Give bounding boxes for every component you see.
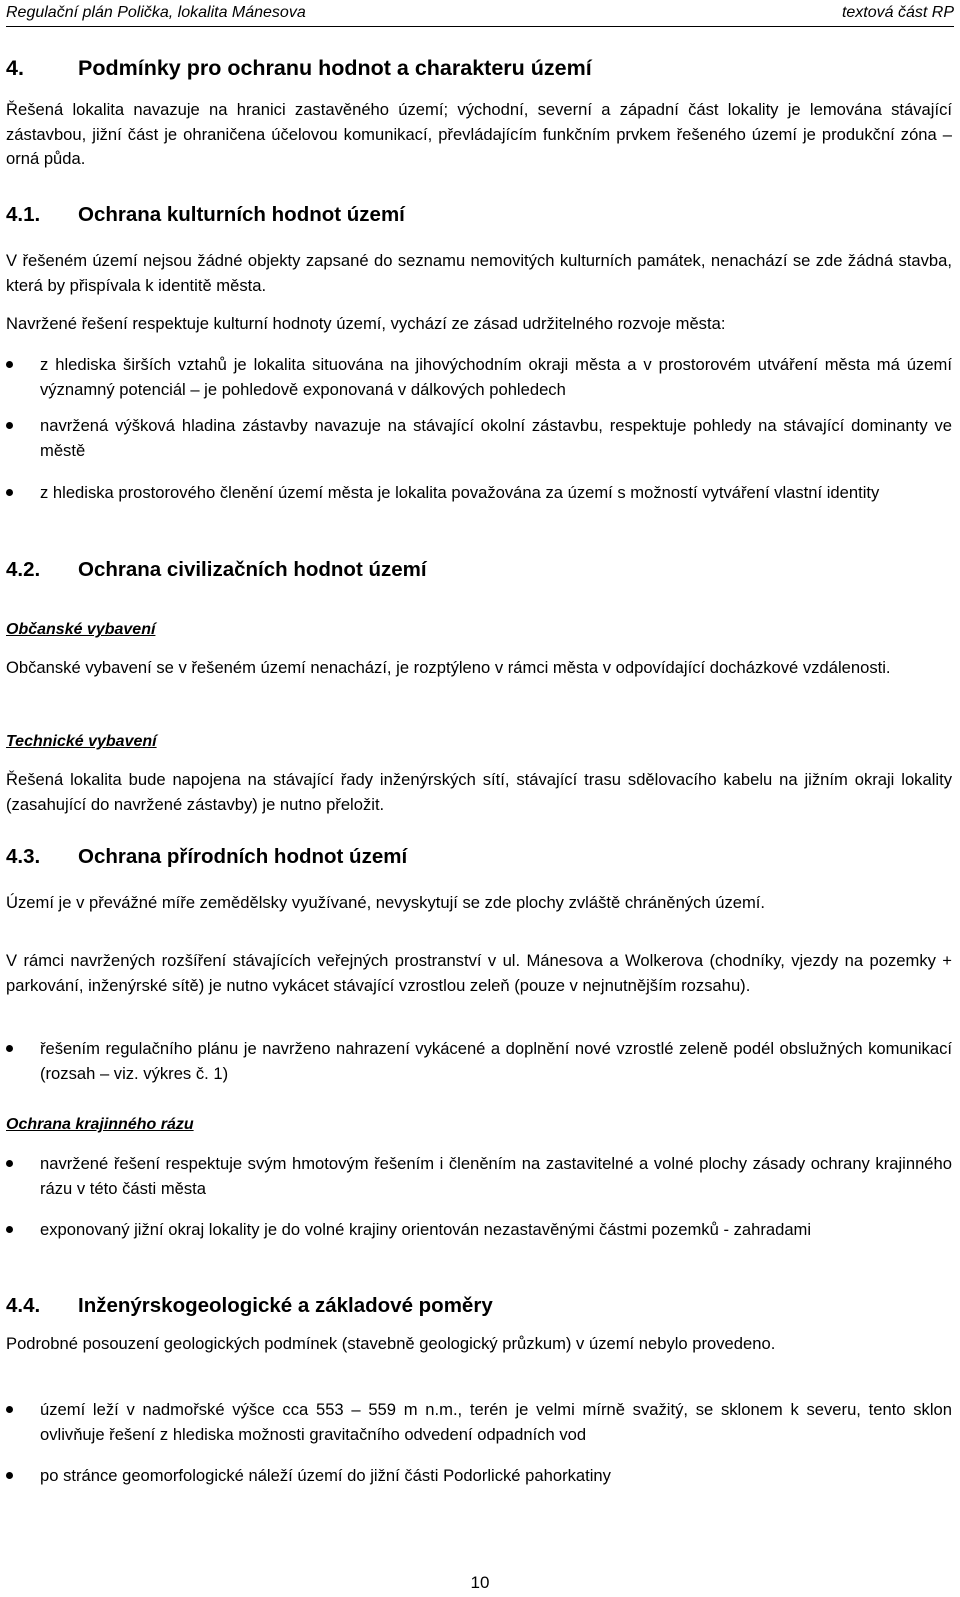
bullet-text: řešením regulačního plánu je navrženo nahrazení vykácené a doplnění nové vzrostlé zeleně podél obslužných komunikací (rozsah – viz. výkres č. 1)	[40, 1039, 952, 1083]
page-header	[6, 2, 954, 27]
bullet-dot	[6, 422, 13, 429]
section-number: 4.4.	[6, 1294, 41, 1317]
section-4-2-paragraph: Občanské vybavení se v řešeném území nenachází, je rozptýleno v rámci města v odpovídající docházkové vzdálenosti.	[6, 658, 891, 677]
bullet-dot	[6, 489, 13, 496]
bullet-text: z hlediska prostorového členění území města je lokalita považována za území s možností vytváření vlastní identity	[40, 483, 880, 502]
bullet-text: exponovaný jižní okraj lokality je do volné krajiny orientován nezastavěnými částmi pozemků - zahradami	[40, 1220, 812, 1239]
bullet-text: z hlediska širších vztahů je lokalita situována na jihovýchodním okraji města a v prostorovém utváření města má území významný potenciál – je pohledově exponovaná v dálkových pohledech	[40, 355, 952, 399]
intro-paragraph: Řešená lokalita navazuje na hranici zastavěného území; východní, severní a západní část lokality je lemována stávající zástavbou, jižní část je ohraničena účelovou komunikací, převládajícím funkčním prvkem řešeného území je produkční zóna – orná půda.	[6, 100, 952, 168]
section-4-4-paragraph: Podrobné posouzení geologických podmínek (stavebně geologický průzkum) v území nebylo provedeno.	[6, 1334, 776, 1353]
subheading-obcanske-vybaveni: Občanské vybavení	[6, 621, 156, 638]
section-number: 4.3.	[6, 845, 41, 868]
section-heading-4-1	[6, 201, 954, 229]
chapter-number: 4.	[6, 56, 24, 80]
subheading-ochrana-krajinneho-razu: Ochrana krajinného rázu	[6, 1116, 194, 1133]
chapter-title: Podmínky pro ochranu hodnot a charakteru území	[78, 56, 592, 80]
bullet-dot	[6, 1472, 13, 1479]
bullet-dot	[6, 1045, 13, 1052]
section-number: 4.1.	[6, 203, 41, 226]
bullet-text: po stránce geomorfologické náleží území do jižní části Podorlické pahorkatiny	[40, 1466, 611, 1485]
subheading-technicke-vybaveni: Technické vybavení	[6, 733, 157, 750]
section-title: Ochrana kulturních hodnot území	[78, 203, 405, 226]
bullet-text: navržená výšková hladina zástavby navazuje na stávající okolní zástavbu, respektuje pohledy na stávající dominanty ve městě	[40, 416, 952, 460]
bullet-dot	[6, 1406, 13, 1413]
section-title: Inženýrskogeologické a základové poměry	[78, 1294, 493, 1317]
section-heading-4-3	[6, 843, 954, 871]
header-section-label: textová část RP	[841, 4, 954, 21]
bullet-dot	[6, 361, 13, 368]
section-heading-4-2	[6, 556, 954, 584]
bullet-dot	[6, 1226, 13, 1233]
bullet-dot	[6, 1160, 13, 1167]
page-number: 10	[470, 1573, 490, 1592]
section-4-1-paragraph: Navržené řešení respektuje kulturní hodnoty území, vychází ze zásad udržitelného rozvoje města:	[6, 314, 726, 333]
section-4-3-paragraph: V rámci navržených rozšíření stávajících veřejných prostranství v ul. Mánesova a Wolkerova (chodníky, vjezdy na pozemky + parkování, inženýrské sítě) je nutno vykácet stávající vzrostlou zeleň (pouze v nejnutnějším rozsahu).	[6, 951, 952, 995]
chapter-heading	[6, 54, 954, 82]
bullet-text: území leží v nadmořské výšce cca 553 – 559 m n.m., terén je velmi mírně svažitý, se sklonem k severu, tento sklon ovlivňuje řešení z hlediska možnosti gravitačního odvedení odpadních vod	[40, 1400, 952, 1444]
section-title: Ochrana civilizačních hodnot území	[78, 558, 427, 581]
section-number: 4.2.	[6, 558, 41, 581]
section-4-3-paragraph: Území je v převážné míře zemědělsky využívané, nevyskytují se zde plochy zvláště chráněných území.	[6, 893, 766, 912]
section-title: Ochrana přírodních hodnot území	[78, 845, 408, 868]
section-heading-4-4	[6, 1292, 954, 1320]
header-document-title: Regulační plán Polička, lokalita Mánesova	[6, 4, 306, 21]
section-4-1-paragraph: V řešeném území nejsou žádné objekty zapsané do seznamu nemovitých kulturních památek, nenachází se zde žádná stavba, která by přispívala k identitě města.	[6, 251, 952, 295]
section-4-2-paragraph: Řešená lokalita bude napojena na stávající řady inženýrských sítí, stávající trasu sdělovacího kabelu na jižním okraji lokality (zasahující do navržené zástavby) je nutno přeložit.	[6, 770, 952, 814]
bullet-text: navržené řešení respektuje svým hmotovým řešením i členěním na zastavitelné a volné plochy zásady ochrany krajinného rázu v této části města	[40, 1154, 952, 1198]
